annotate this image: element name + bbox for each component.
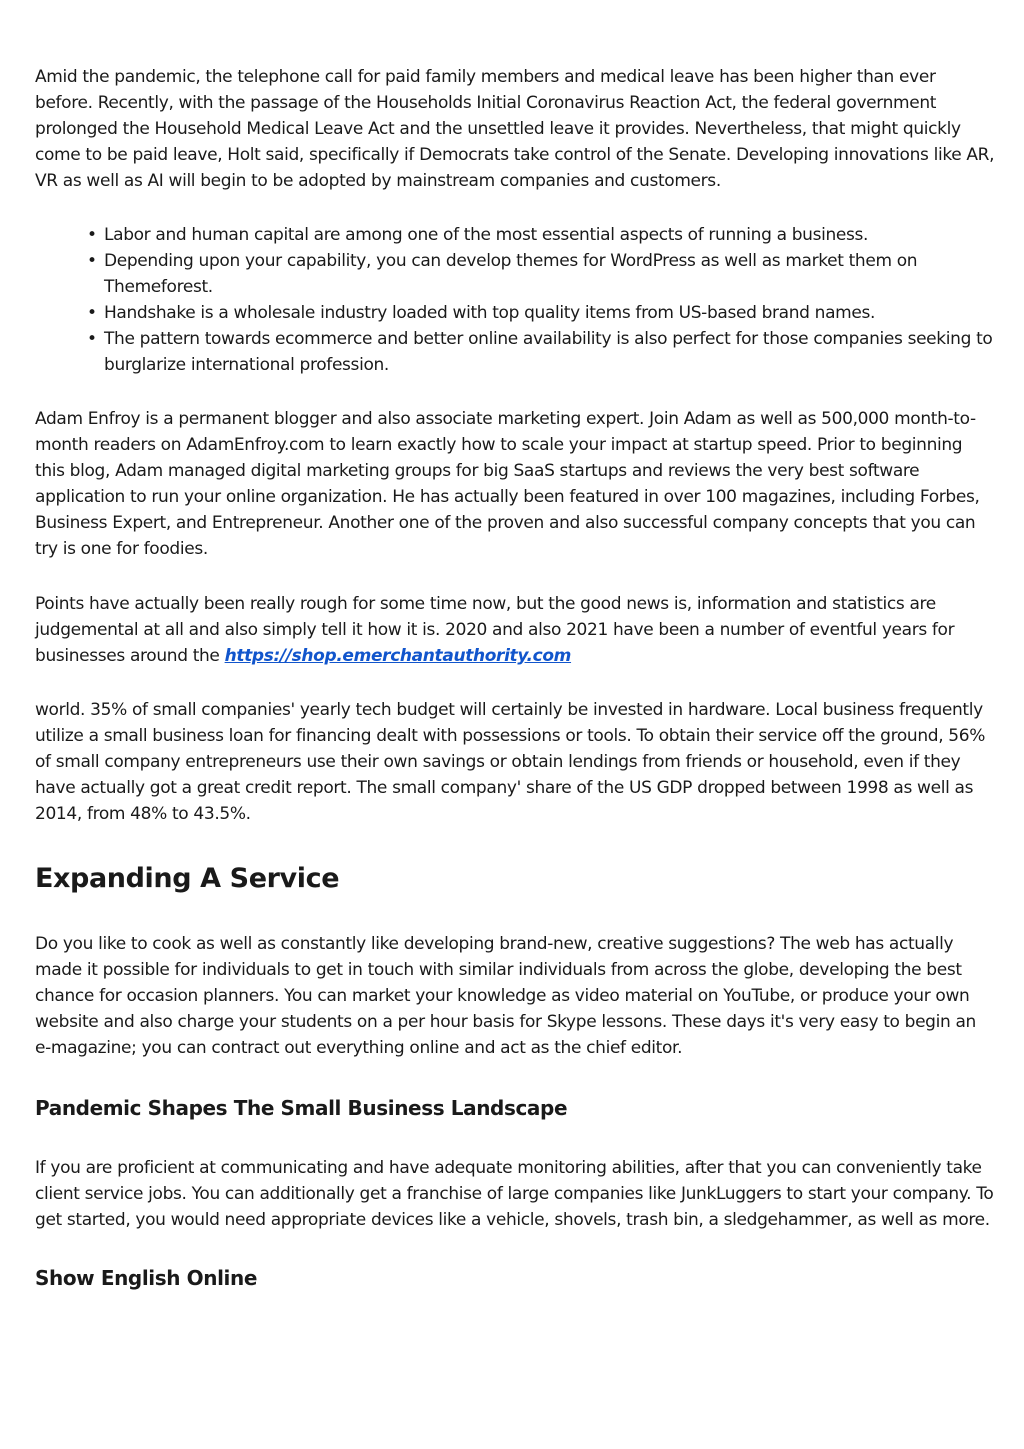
list-item: • Labor and human capital are among one of the most essential aspects of running a business.: [87, 222, 995, 248]
shop-link[interactable]: https://shop.emerchantauthority.com: [224, 646, 572, 666]
paragraph-adam-enfroy: Adam Enfroy is a permanent blogger and also associate marketing expert. Join Adam as well as 500,000 month-to-month readers on AdamEnfroy.com to learn exactly how to scale your impact at startup speed. Prior to beginning this blog, Adam managed digital marketing groups for big SaaS startups and reviews the very best software application to run your online organization. He has actually been featured in over 100 magazines, including Forbes, Business Expert, and Entrepreneur. Another one of the proven and also successful company concepts that you can try is one for foodies.: [35, 409, 980, 559]
heading-pandemic-shapes: Pandemic Shapes The Small Business Landscape: [35, 1096, 568, 1120]
paragraph-text: Points have actually been really rough for some time now, but the good news is, information and statistics are judgemental at all and also simply tell it how it is. 2020 and also 2021 have been a number of eventful years for businesses around the: [35, 594, 955, 666]
paragraph-small-business-stats: world. 35% of small companies' yearly tech budget will certainly be invested in hardware. Local business frequently utilize a small business loan for financing dealt with possessions or tools. To obtain their service off the ground, 56% of small company entrepreneurs use their own savings or obtain lendings from friends or household, even if they have actually got a great credit report. The small company' share of the US GDP dropped between 1998 as well as 2014, from 48% to 43.5%.: [35, 700, 986, 824]
list-item: • The pattern towards ecommerce and better online availability is also perfect for those companies seeking to burglarize international profession.: [87, 326, 995, 378]
list-item: • Depending upon your capability, you can develop themes for WordPress as well as market them on Themeforest.: [87, 248, 995, 300]
paragraph-cook-ideas: Do you like to cook as well as constantly like developing brand-new, creative suggestions? The web has actually made it possible for individuals to get in touch with similar individuals from across the globe, developing the best chance for occasion planners. You can market your knowledge as video material on YouTube, or produce your own website and also charge your students on a per hour basis for Skype lessons. These days it's very easy to begin an e-magazine; you can contract out everything online and act as the chief editor.: [35, 934, 976, 1058]
list-item: • Handshake is a wholesale industry loaded with top quality items from US-based brand names.: [87, 300, 995, 326]
paragraph-eventful-years: [35, 591, 995, 669]
heading-show-english-online: Show English Online: [35, 1266, 258, 1290]
heading-expanding-service: Expanding A Service: [35, 863, 340, 894]
paragraph-pandemic-leave: Amid the pandemic, the telephone call for paid family members and medical leave has been higher than ever before. Recently, with the passage of the Households Initial Coronavirus Reaction Act, the federal government prolonged the Household Medical Leave Act and the unsettled leave it provides. Nevertheless, that might quickly come to be paid leave, Holt said, specifically if Democrats take control of the Senate. Developing innovations like AR, VR as well as AI will begin to be adopted by mainstream companies and customers.: [35, 67, 995, 191]
paragraph-client-service: If you are proficient at communicating and have adequate monitoring abilities, after that you can conveniently take client service jobs. You can additionally get a franchise of large companies like JunkLuggers to start your company. To get started, you would need appropriate devices like a vehicle, shovels, trash bin, a sledgehammer, as well as more.: [35, 1158, 994, 1230]
article-body: [35, 64, 995, 1325]
bullet-list: [35, 222, 995, 378]
